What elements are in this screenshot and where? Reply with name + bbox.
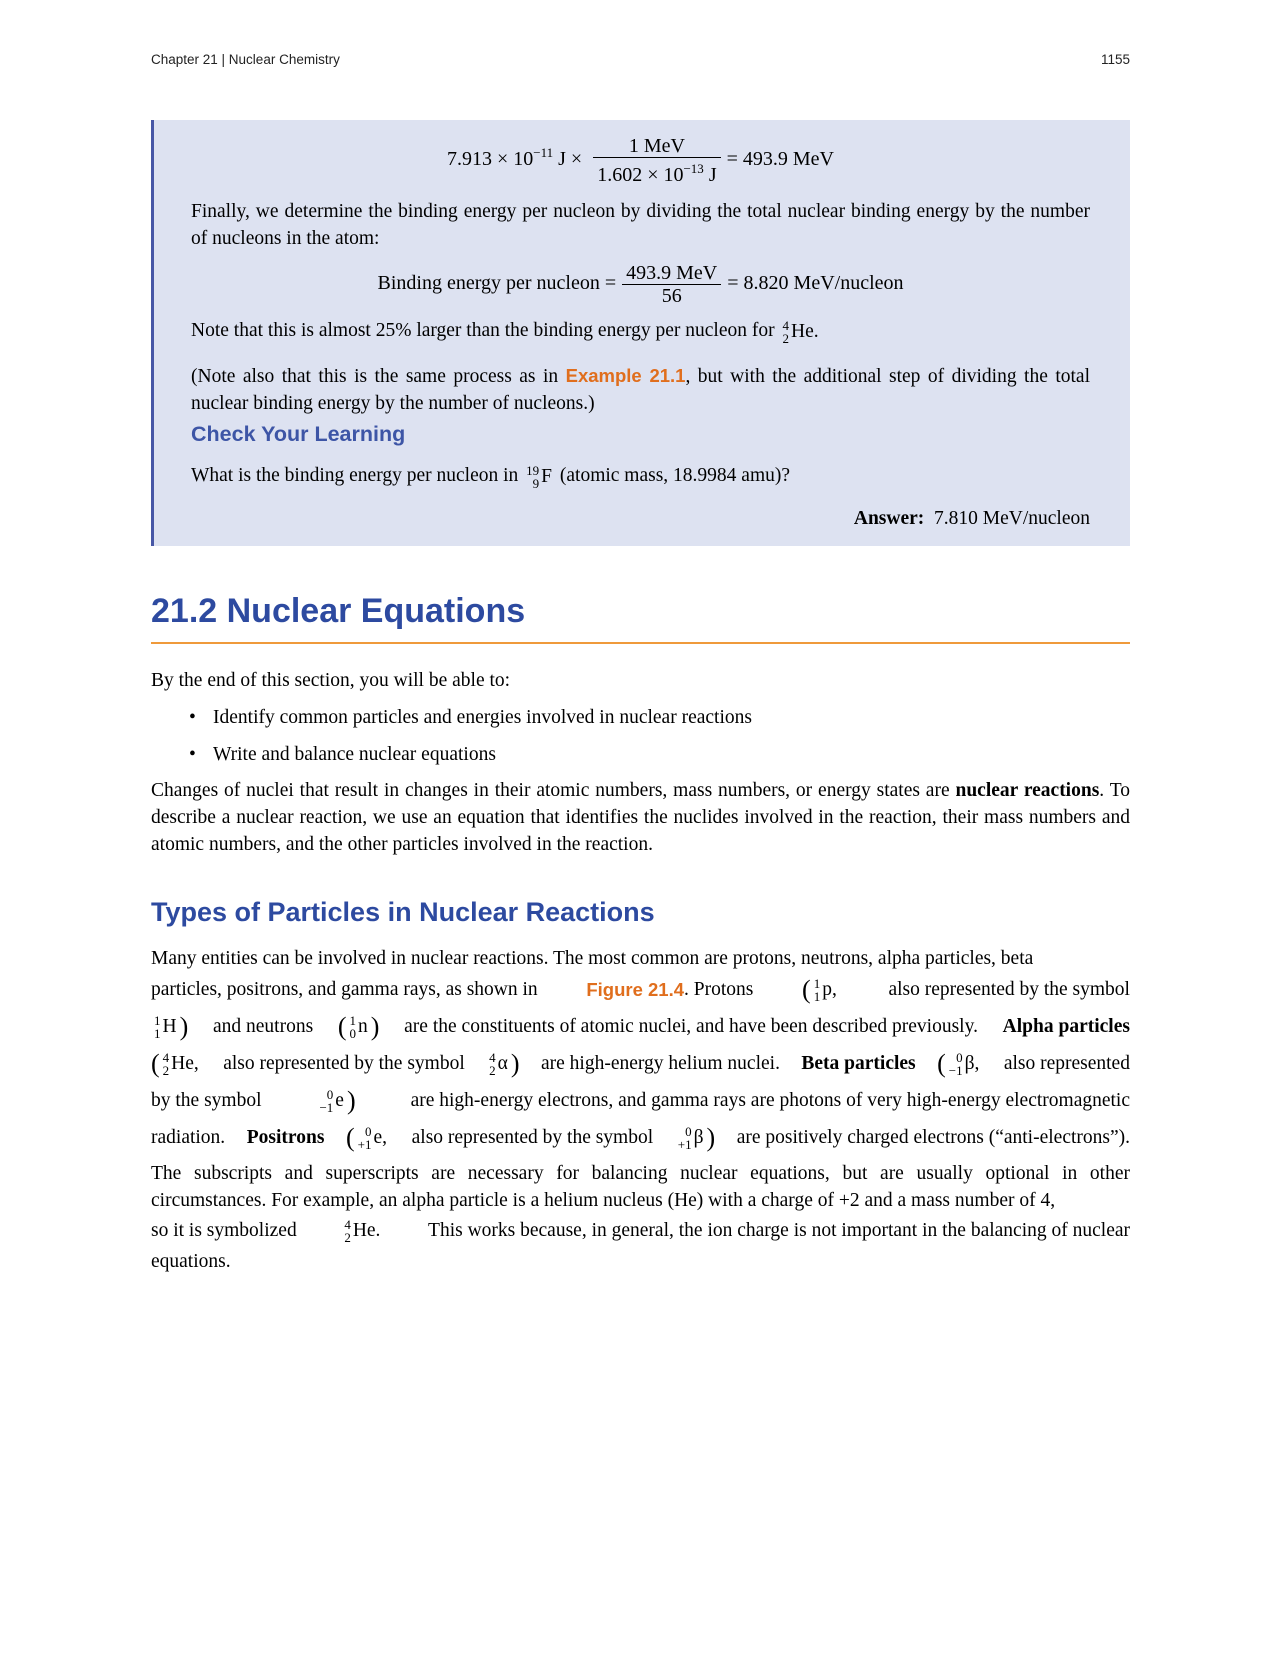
particles-text: also represented by the symbol bbox=[411, 1127, 654, 1148]
atomic-number: 2 bbox=[344, 1230, 351, 1245]
particles-text: also represented bbox=[1003, 1053, 1130, 1074]
mass-number: 4 bbox=[162, 1050, 170, 1065]
particles-text: also represented by the symbol bbox=[223, 1053, 465, 1074]
beta-symbol bbox=[949, 1051, 980, 1077]
element-symbol: β bbox=[693, 1127, 704, 1148]
particles-text: by the symbol bbox=[151, 1090, 262, 1111]
section-divider bbox=[151, 642, 1130, 644]
particles-line-1 bbox=[151, 945, 1130, 972]
para-note bbox=[191, 362, 1090, 417]
running-header bbox=[151, 52, 1130, 67]
particles-paragraph-rest: The subscripts and superscripts are necessary for balancing nuclear equations, but are usually optional in other circumstances. For example, an alpha particle is a helium nucleus (He) with a charge of +2 and a mass number of 4, bbox=[151, 1163, 1130, 1211]
particles-text: are high-energy electrons, and gamma rays are photons of very high-energy electromagnetic bbox=[410, 1090, 1130, 1111]
question-text-a: What is the binding energy per nucleon in bbox=[191, 465, 519, 486]
binding-energy-equation bbox=[191, 262, 1090, 307]
answer-label: Answer: bbox=[853, 508, 925, 529]
eq2-fraction bbox=[622, 262, 721, 307]
particles-text: are high-energy helium nuclei. bbox=[540, 1053, 780, 1074]
eq1-den-base: 1.602 × 10 bbox=[597, 164, 684, 186]
key-term-alpha-particles: Alpha particles bbox=[1002, 1016, 1130, 1037]
helium-symbol bbox=[344, 1218, 380, 1244]
eq1-fraction bbox=[593, 135, 720, 186]
para-binding-per-nucleon: Finally, we determine the binding energy per nucleon by dividing the total nuclear binding energy by the number of nucleons in the atom: bbox=[191, 201, 1090, 249]
objective-item: • Identify common particles and energies involved in nuclear reactions bbox=[151, 704, 1130, 741]
element-symbol: He. bbox=[352, 1220, 381, 1241]
intro-paragraph bbox=[151, 777, 1130, 858]
alpha-symbol bbox=[489, 1051, 508, 1077]
mass-number: 1 bbox=[813, 976, 821, 991]
element-symbol: e, bbox=[373, 1127, 388, 1148]
mass-number: 4 bbox=[489, 1050, 496, 1065]
figure-link[interactable]: Figure 21.4 bbox=[586, 979, 685, 1000]
intro-text-a: Changes of nuclei that result in changes in their atomic numbers, mass numbers, or energy states are bbox=[151, 780, 956, 801]
eq2-numerator: 493.9 MeV bbox=[622, 262, 721, 285]
atomic-number: 0 bbox=[349, 1026, 357, 1041]
check-question bbox=[191, 462, 1090, 490]
particles-text: are positively charged electrons (“anti-electrons”). bbox=[736, 1127, 1130, 1148]
example-box bbox=[151, 120, 1130, 546]
atomic-number: +1 bbox=[357, 1137, 372, 1152]
eq1-den-unit: J bbox=[703, 164, 717, 186]
note-text-b: , but with the additional step of dividing the total nuclear binding energy by the number of nucleons.) bbox=[191, 366, 1090, 414]
atomic-number: −1 bbox=[319, 1100, 334, 1115]
particles-text: . Protons bbox=[684, 979, 754, 1000]
eq1-den-exp: −13 bbox=[683, 161, 704, 176]
particles-text: Many entities can be involved in nuclear reactions. The most common are protons, neutrons, alpha particles, beta bbox=[151, 948, 1034, 969]
atomic-number: 2 bbox=[162, 1063, 170, 1078]
atomic-number: 1 bbox=[813, 989, 821, 1004]
element-symbol: He, bbox=[171, 1053, 199, 1074]
element-symbol: β, bbox=[964, 1053, 980, 1074]
comparison-text: Note that this is almost 25% larger than the binding energy per nucleon for bbox=[191, 320, 775, 341]
eq1-numerator: 1 MeV bbox=[593, 135, 720, 158]
particles-text: particles, positrons, and gamma rays, as shown in bbox=[151, 979, 538, 1000]
mass-number: 1 bbox=[154, 1013, 161, 1028]
chapter-title: Chapter 21 | Nuclear Chemistry bbox=[151, 52, 340, 67]
para-comparison bbox=[191, 317, 1090, 345]
mass-number: 0 bbox=[956, 1050, 963, 1065]
atomic-number: 1 bbox=[154, 1026, 161, 1041]
question-text-b: (atomic mass, 18.9984 amu)? bbox=[559, 465, 791, 486]
neutron-symbol bbox=[350, 1014, 368, 1040]
element-symbol: F bbox=[541, 466, 552, 488]
electron-symbol bbox=[319, 1088, 344, 1114]
key-term-positrons: Positrons bbox=[246, 1127, 325, 1148]
mass-number: 4 bbox=[344, 1217, 351, 1232]
atomic-number: −1 bbox=[948, 1063, 963, 1078]
objectives-list bbox=[151, 704, 1130, 778]
subsection-title: Types of Particles in Nuclear Reactions bbox=[151, 897, 655, 927]
objective-item: • Write and balance nuclear equations bbox=[151, 741, 1130, 778]
element-symbol: He. bbox=[790, 321, 819, 343]
answer bbox=[854, 508, 1090, 530]
eq2-result: = 8.820 MeV/nucleon bbox=[727, 272, 904, 295]
particles-text: also represented by the symbol bbox=[888, 979, 1130, 1000]
page-number: 1155 bbox=[1100, 52, 1130, 67]
hydrogen-symbol bbox=[154, 1014, 177, 1040]
particles-text: radiation. bbox=[151, 1127, 226, 1148]
mass-number: 4 bbox=[782, 317, 789, 333]
fluorine-symbol bbox=[526, 463, 552, 490]
particles-text: and neutrons bbox=[212, 1016, 314, 1037]
eq2-denominator: 56 bbox=[661, 285, 682, 307]
section-title: 21.2 Nuclear Equations bbox=[151, 592, 526, 630]
mass-number: 0 bbox=[326, 1087, 334, 1102]
element-symbol: α bbox=[497, 1053, 508, 1074]
positron-symbol bbox=[358, 1125, 387, 1151]
proton-symbol bbox=[814, 977, 837, 1003]
note-text-a: (Note also that this is the same process as in bbox=[191, 366, 566, 387]
particles-line-9 bbox=[151, 1211, 1130, 1251]
particles-line-5: by the symbol 0 −1 e ) are high-energy electrons, and gamma rays are photons of very high-energy electromagnetic bbox=[151, 1086, 1130, 1115]
eq2-label: Binding energy per nucleon = bbox=[377, 272, 617, 295]
element-symbol: n bbox=[358, 1016, 368, 1037]
answer-value: 7.810 MeV/nucleon bbox=[934, 508, 1090, 529]
eq1-denominator bbox=[593, 158, 720, 186]
mass-number: 0 bbox=[685, 1124, 692, 1139]
key-term-nuclear-reactions: nuclear reactions bbox=[955, 780, 1100, 801]
intro-text-b: . To describe a nuclear reaction, we use an equation that identifies the nuclides involved in the reaction, their mass numbers and atomic numbers, and the other particles involved in the reaction. bbox=[151, 780, 1130, 855]
particles-line-4: ( 4 2 He, also represented by the symbol 4 2 α ) are high-energy helium nuclei. Beta particles ( 0 −1 β, also represented bbox=[151, 1049, 1130, 1078]
element-symbol: H bbox=[162, 1016, 177, 1037]
particles-line-2: particles, positrons, and gamma rays, as shown in Figure 21.4 . Protons ( 1 1 p, also represented by the symbol bbox=[151, 975, 1130, 1004]
particles-text: are the constituents of atomic nuclei, and have been described previously. bbox=[404, 1016, 978, 1037]
conversion-equation bbox=[191, 135, 1090, 186]
eq1-result: = 493.9 MeV bbox=[726, 148, 834, 171]
example-link[interactable]: Example 21.1 bbox=[565, 365, 686, 386]
particles-text: so it is symbolized bbox=[151, 1220, 297, 1241]
eq1-left: 7.913 × 10 bbox=[446, 148, 534, 171]
element-symbol: e bbox=[335, 1090, 344, 1111]
particles-text: This works because, in general, the ion charge is not important in the balancing of nuclear bbox=[428, 1220, 1130, 1241]
mass-number: 19 bbox=[526, 462, 540, 478]
objectives-intro: By the end of this section, you will be able to: bbox=[151, 670, 511, 691]
atomic-number: 9 bbox=[532, 475, 540, 491]
beta-plus-symbol bbox=[678, 1125, 704, 1151]
atomic-number: 2 bbox=[782, 330, 789, 346]
helium-symbol bbox=[163, 1051, 199, 1077]
element-symbol: p, bbox=[822, 979, 837, 1000]
particles-line-10: equations. bbox=[151, 1251, 231, 1272]
eq1-left-exp: −11 bbox=[533, 145, 554, 161]
check-your-learning-heading: Check Your Learning bbox=[191, 422, 406, 446]
key-term-beta-particles: Beta particles bbox=[801, 1053, 916, 1074]
particles-line-6: radiation. Positrons ( 0 +1 e, also represented by the symbol 0 +1 β ) are positively charged electrons (“anti-electrons”). bbox=[151, 1123, 1130, 1152]
eq1-left-unit: J × bbox=[553, 148, 588, 171]
helium-symbol bbox=[782, 318, 818, 345]
mass-number: 0 bbox=[365, 1124, 372, 1139]
particles-line-3: 1 1 H ) and neutrons ( 1 0 n ) are the constituents of atomic nuclei, and have been described previously. Alpha particles bbox=[154, 1012, 1130, 1041]
atomic-number: +1 bbox=[677, 1137, 692, 1152]
mass-number: 1 bbox=[349, 1013, 357, 1028]
atomic-number: 2 bbox=[489, 1063, 496, 1078]
